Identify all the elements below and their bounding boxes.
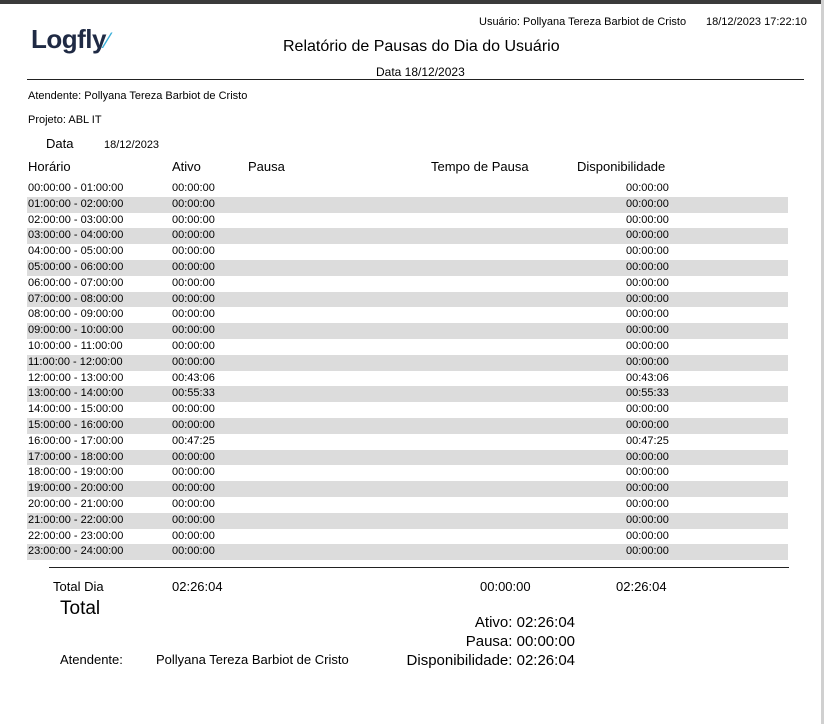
cell-disponibilidade: 00:00:00 (626, 482, 669, 495)
cell-horario: 01:00:00 - 02:00:00 (28, 197, 124, 210)
cell-horario: 22:00:00 - 23:00:00 (28, 529, 124, 542)
cell-ativo: 00:00:00 (172, 182, 215, 194)
summary-ativo-value: 02:26:04 (516, 614, 575, 631)
total-disponibilidade: 02:26:04 (616, 579, 667, 594)
cell-ativo: 00:00:00 (172, 324, 215, 337)
cell-horario: 11:00:00 - 12:00:00 (28, 355, 123, 368)
cell-disponibilidade: 00:00:00 (626, 229, 669, 242)
cell-horario: 14:00:00 - 15:00:00 (28, 403, 124, 416)
summary-atendente-name: Pollyana Tereza Barbiot de Cristo (156, 652, 349, 667)
logo-swoosh-icon: ⁄ (106, 28, 110, 53)
cell-ativo: 00:00:00 (172, 308, 215, 321)
cell-disponibilidade: 00:00:00 (626, 355, 669, 368)
cell-disponibilidade: 00:00:00 (626, 245, 669, 258)
cell-disponibilidade: 00:00:00 (626, 403, 669, 416)
cell-disponibilidade: 00:43:06 (626, 371, 669, 384)
window-top-bar (0, 0, 824, 4)
column-header-disponibilidade: Disponibilidade (577, 159, 666, 174)
cell-horario: 19:00:00 - 20:00:00 (28, 482, 124, 495)
projeto-line: Projeto: ABL IT (28, 114, 102, 126)
total-tempo-pausa: 00:00:00 (480, 579, 531, 594)
table-row (27, 418, 788, 434)
cell-disponibilidade: 00:00:00 (626, 260, 669, 273)
summary-pausa-label: Pausa: (465, 633, 513, 650)
summary-title: Total (60, 598, 101, 619)
table-row (27, 386, 788, 402)
hourly-table (27, 181, 788, 560)
table-row (27, 213, 788, 229)
cell-disponibilidade: 00:00:00 (626, 182, 669, 194)
table-row (27, 292, 788, 308)
cell-ativo: 00:00:00 (172, 450, 215, 463)
table-row (27, 529, 788, 545)
cell-disponibilidade: 00:00:00 (626, 513, 669, 526)
cell-ativo: 00:00:00 (172, 497, 215, 510)
cell-disponibilidade: 00:00:00 (626, 497, 669, 510)
cell-horario: 16:00:00 - 17:00:00 (28, 434, 124, 447)
table-row (27, 402, 788, 418)
cell-ativo: 00:00:00 (172, 418, 215, 431)
header-user: Usuário: Pollyana Tereza Barbiot de Cristo (479, 16, 687, 28)
table-row (27, 481, 788, 497)
table-row (27, 276, 788, 292)
cell-disponibilidade: 00:00:00 (626, 276, 669, 289)
cell-horario: 08:00:00 - 09:00:00 (28, 308, 124, 321)
table-row (27, 197, 788, 213)
cell-disponibilidade: 00:00:00 (626, 213, 669, 226)
cell-ativo: 00:00:00 (172, 213, 215, 226)
data-value: 18/12/2023 (104, 139, 160, 151)
cell-ativo: 00:43:06 (172, 371, 215, 384)
cell-horario: 09:00:00 - 10:00:00 (28, 324, 124, 337)
table-row (27, 465, 788, 481)
cell-disponibilidade: 00:00:00 (626, 292, 669, 305)
table-row (27, 181, 788, 197)
summary-disponibilidade-value: 02:26:04 (516, 652, 575, 669)
cell-disponibilidade: 00:47:25 (626, 434, 669, 447)
summary-pausa-value: 00:00:00 (516, 633, 575, 650)
cell-horario: 03:00:00 - 04:00:00 (28, 229, 124, 242)
total-ativo: 02:26:04 (172, 579, 223, 594)
cell-disponibilidade: 00:00:00 (626, 450, 669, 463)
table-row (27, 307, 788, 323)
summary-atendente-label: Atendente: (60, 652, 123, 667)
cell-disponibilidade: 00:00:00 (626, 197, 669, 210)
summary-disponibilidade-label: Disponibilidade: (406, 652, 513, 669)
cell-ativo: 00:55:33 (172, 387, 215, 400)
total-dia-label: Total Dia (53, 579, 104, 594)
cell-disponibilidade: 00:00:00 (626, 339, 669, 352)
cell-horario: 07:00:00 - 08:00:00 (28, 292, 124, 305)
summary-pausa (466, 633, 575, 650)
table-row (27, 434, 788, 450)
cell-horario: 18:00:00 - 19:00:00 (28, 466, 124, 479)
table-row (27, 260, 788, 276)
cell-horario: 05:00:00 - 06:00:00 (28, 260, 124, 273)
table-row (27, 513, 788, 529)
totals-divider (49, 567, 789, 568)
header-timestamp: 18/12/2023 17:22:10 (706, 16, 807, 28)
cell-disponibilidade: 00:00:00 (626, 545, 669, 558)
cell-ativo: 00:00:00 (172, 260, 215, 273)
cell-ativo: 00:00:00 (172, 466, 215, 479)
cell-horario: 04:00:00 - 05:00:00 (28, 245, 124, 258)
data-label: Data (46, 136, 74, 151)
cell-horario: 21:00:00 - 22:00:00 (28, 513, 124, 526)
logfly-logo (31, 24, 109, 55)
cell-disponibilidade: 00:00:00 (626, 324, 669, 337)
cell-disponibilidade: 00:00:00 (626, 308, 669, 321)
header-divider (27, 79, 804, 80)
report-date: Data 18/12/2023 (376, 65, 465, 79)
cell-disponibilidade: 00:00:00 (626, 418, 669, 431)
cell-horario: 06:00:00 - 07:00:00 (28, 276, 124, 289)
cell-ativo: 00:00:00 (172, 529, 215, 542)
summary-ativo (475, 614, 575, 631)
cell-ativo: 00:00:00 (172, 292, 215, 305)
table-row (27, 228, 788, 244)
logo-text: Logfly (31, 24, 106, 54)
table-row (27, 339, 788, 355)
cell-horario: 17:00:00 - 18:00:00 (28, 450, 124, 463)
cell-ativo: 00:00:00 (172, 245, 215, 258)
cell-horario: 20:00:00 - 21:00:00 (28, 497, 124, 510)
table-row (27, 497, 788, 513)
report-title: Relatório de Pausas do Dia do Usuário (283, 38, 560, 55)
cell-horario: 13:00:00 - 14:00:00 (28, 387, 124, 400)
column-header-pausa: Pausa (248, 159, 285, 174)
table-row (27, 323, 788, 339)
table-row (27, 544, 788, 560)
table-row (27, 355, 788, 371)
summary-disponibilidade (407, 652, 575, 669)
column-header-ativo: Ativo (172, 159, 201, 174)
atendente-line: Atendente: Pollyana Tereza Barbiot de Cristo (28, 90, 248, 102)
cell-horario: 02:00:00 - 03:00:00 (28, 213, 124, 226)
cell-disponibilidade: 00:55:33 (626, 387, 669, 400)
cell-ativo: 00:00:00 (172, 229, 215, 242)
column-header-tempo-pausa: Tempo de Pausa (431, 159, 529, 174)
cell-horario: 00:00:00 - 01:00:00 (28, 182, 124, 194)
cell-disponibilidade: 00:00:00 (626, 529, 669, 542)
cell-ativo: 00:00:00 (172, 482, 215, 495)
table-row (27, 371, 788, 387)
column-header-horario: Horário (28, 159, 71, 174)
table-row (27, 450, 788, 466)
cell-ativo: 00:00:00 (172, 276, 215, 289)
cell-ativo: 00:00:00 (172, 513, 215, 526)
summary-ativo-label: Ativo: (474, 614, 513, 631)
cell-ativo: 00:00:00 (172, 403, 215, 416)
cell-horario: 23:00:00 - 24:00:00 (28, 545, 124, 558)
cell-ativo: 00:00:00 (172, 355, 215, 368)
cell-horario: 15:00:00 - 16:00:00 (28, 418, 124, 431)
cell-horario: 10:00:00 - 11:00:00 (28, 339, 123, 352)
cell-ativo: 00:00:00 (172, 339, 215, 352)
cell-ativo: 00:47:25 (172, 434, 215, 447)
cell-ativo: 00:00:00 (172, 545, 215, 558)
cell-ativo: 00:00:00 (172, 197, 215, 210)
cell-disponibilidade: 00:00:00 (626, 466, 669, 479)
table-row (27, 244, 788, 260)
cell-horario: 12:00:00 - 13:00:00 (28, 371, 124, 384)
